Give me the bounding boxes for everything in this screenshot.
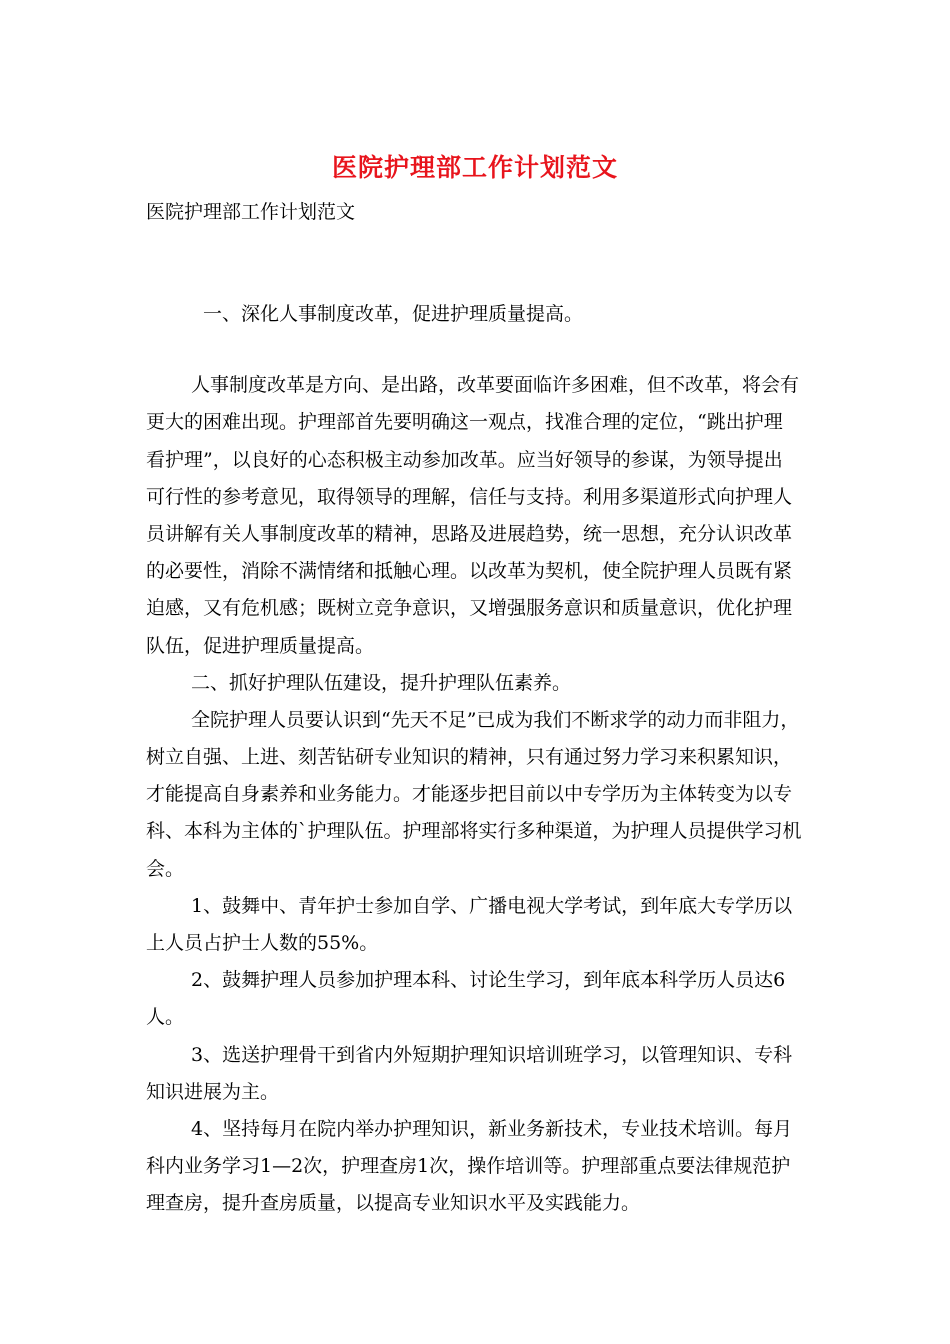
document-body bbox=[146, 296, 816, 1223]
body-line: 科内业务学习1—2次，护理查房1次，操作培训等。护理部重点要法律规范护 bbox=[146, 1155, 791, 1178]
body-line: 4、坚持每月在院内举办护理知识，新业务新技术，专业技术培训。每月 bbox=[191, 1117, 793, 1140]
body-line: 3、选送护理骨干到省内外短期护理知识培训班学习，以管理知识、专科 bbox=[191, 1043, 793, 1066]
body-line: 员讲解有关人事制度改革的精神，思路及进展趋势，统一思想，充分认识改革 bbox=[146, 522, 793, 545]
body-line: 一、深化人事制度改革，促进护理质量提高。 bbox=[203, 303, 584, 325]
body-line: 迫感，又有危机感；既树立竞争意识，又增强服务意识和质量意识，优化护理 bbox=[146, 597, 793, 620]
body-line: 树立自强、上进、刻苦钻研专业知识的精神，只有通过努力学习来积累知识， bbox=[146, 746, 793, 769]
body-line: 人。 bbox=[146, 1006, 185, 1029]
body-line: 才能提高自身素养和业务能力。才能逐步把目前以中专学历为主体转变为以专 bbox=[146, 783, 793, 806]
body-line: 上人员占护士人数的55%。 bbox=[146, 932, 379, 954]
body-line: 全院护理人员要认识到“先天不足”已成为我们不断求学的动力而非阻力， bbox=[191, 708, 800, 731]
body-line: 队伍，促进护理质量提高。 bbox=[146, 634, 375, 657]
document-subtitle: 医院护理部工作计划范文 bbox=[146, 201, 356, 223]
document-title: 医院护理部工作计划范文 bbox=[331, 153, 618, 182]
body-line: 二、抓好护理队伍建设，提升护理队伍素养。 bbox=[191, 671, 572, 694]
body-line: 会。 bbox=[146, 857, 185, 880]
body-line: 1、鼓舞中、青年护士参加自学、广播电视大学考试，到年底大专学历以 bbox=[191, 894, 793, 917]
body-line bbox=[146, 333, 816, 367]
body-line: 理查房，提升查房质量，以提高专业知识水平及实践能力。 bbox=[146, 1192, 641, 1215]
body-line: 人事制度改革是方向、是出路，改革要面临许多困难，但不改革，将会有 bbox=[191, 374, 800, 397]
body-line: 的必要性，消除不满情绪和抵触心理。以改革为契机，使全院护理人员既有紧 bbox=[146, 560, 793, 583]
body-line: 2、鼓舞护理人员参加护理本科、讨论生学习，到年底本科学历人员达6 bbox=[191, 969, 786, 992]
body-line: 看护理”，以良好的心态积极主动参加改革。应当好领导的参谋，为领导提出 bbox=[146, 448, 783, 471]
body-line: 更大的困难出现。护理部首先要明确这一观点，找准合理的定位，“跳出护理 bbox=[146, 411, 783, 434]
body-line: 可行性的参考意见，取得领导的理解，信任与支持。利用多渠道形式向护理人 bbox=[146, 485, 793, 508]
body-line: 知识进展为主。 bbox=[146, 1080, 280, 1103]
body-line: 科、本科为主体的`护理队伍。护理部将实行多种渠道，为护理人员提供学习机 bbox=[146, 820, 802, 843]
